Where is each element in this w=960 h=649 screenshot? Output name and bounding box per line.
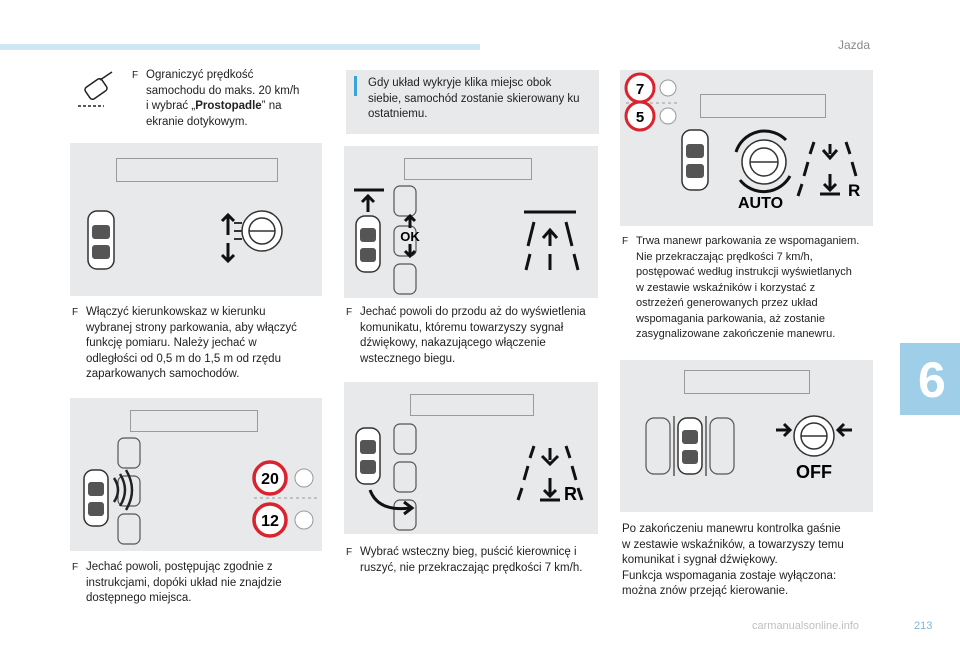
watermark: carmanualsonline.info <box>752 620 860 632</box>
step-6-line: postępować według instrukcji wyświetlanych <box>636 266 852 278</box>
up-down-arrow-icon <box>222 215 234 261</box>
final-line: Funkcja wspomagania zostaje wyłączona: <box>622 569 837 582</box>
step-6-line: zasygnalizowane zakończenie manewru. <box>636 328 836 340</box>
bullet: F <box>132 70 139 81</box>
step-2-line: zaparkowanych samochodów. <box>86 368 240 380</box>
step-2-line: wybranej strony parkowania, aby włączyć <box>86 321 297 334</box>
reverse-label: R <box>848 181 861 200</box>
car-icon <box>356 428 380 484</box>
step-1-line: ekranie dotykowym. <box>146 115 248 128</box>
chapter-tab <box>900 343 960 415</box>
page-number: 213 <box>914 620 933 632</box>
step-4-line: dźwiękowy, nakazującego włączenie <box>360 337 546 349</box>
bullet: F <box>622 236 629 247</box>
step-3-line: instrukcjami, dopóki układ nie znajdzie <box>86 576 282 589</box>
step-2 <box>72 305 326 383</box>
figure-auto-maneuver <box>620 70 873 226</box>
step-1-line: i wybrać „Prostopadle” na <box>146 100 282 112</box>
car-icon <box>356 216 380 272</box>
final-text <box>622 522 870 600</box>
final-line: Po zakończeniu manewru kontrolka gaśnie <box>622 523 841 535</box>
step-1 <box>132 68 336 130</box>
chapter-number: 6 <box>918 352 946 408</box>
bullet: F <box>72 307 79 318</box>
step-5-line: Wybrać wsteczny bieg, puścić kierownicę i <box>360 546 577 558</box>
section-title: Jazda <box>838 38 871 52</box>
auto-steering-icon <box>736 131 790 192</box>
header-bar <box>0 44 480 50</box>
step-2-line: funkcję pomiaru. Należy jechać w <box>86 337 257 349</box>
final-line: można znów przejąć kierowanie. <box>622 585 789 597</box>
figure-maneuver-complete <box>620 360 873 512</box>
speed-sign-icon <box>626 102 676 130</box>
auto-label: AUTO <box>738 195 784 212</box>
ok-indicator <box>400 216 420 256</box>
step-4 <box>346 305 605 367</box>
step-3 <box>72 560 326 607</box>
step-4-line: komunikatu, któremu towarzyszy sygnał <box>360 321 564 334</box>
ok-label: OK <box>400 229 420 244</box>
bullet: F <box>346 547 353 558</box>
step-6-line: wspomagania parkowania, aż zostanie <box>636 312 825 325</box>
step-1-line: samochodu do maks. 20 km/h <box>146 84 300 97</box>
info-line: Gdy układ wykryje klika miejsc obok <box>368 77 552 89</box>
step-1-line: Ograniczyć prędkość <box>146 69 254 81</box>
car-icon <box>678 418 702 474</box>
speed-sign-label: 5 <box>635 109 645 126</box>
step-3-line: dostępnego miejsca. <box>86 592 192 604</box>
car-icon <box>682 130 708 190</box>
figure-reverse <box>344 382 598 534</box>
final-line: w zestawie wskaźników, a towarzyszy temu <box>622 538 844 551</box>
step-5 <box>346 545 605 576</box>
speed-sign-label: 7 <box>635 81 645 98</box>
step-6-line: Nie przekraczając prędkości 7 km/h, <box>636 250 813 263</box>
info-box <box>346 70 599 134</box>
reverse-label: R <box>564 484 577 504</box>
off-label: OFF <box>796 462 832 482</box>
bullet: F <box>346 307 353 318</box>
speed-sign-icon <box>626 74 676 102</box>
info-icon <box>354 76 357 96</box>
reverse-path-arrow-icon <box>370 490 410 509</box>
step-6-line: w zestawie wskaźników i korzystać z <box>636 281 816 294</box>
car-icon <box>84 470 108 526</box>
step-5-line: ruszyć, nie przekraczając prędkości 7 km/h. <box>360 561 583 574</box>
car-icon <box>88 211 114 269</box>
info-line: ostatniemu. <box>368 108 428 120</box>
speed-sign-label: 20 <box>261 471 279 488</box>
final-line: komunikat i sygnał dźwiękowy. <box>622 554 778 566</box>
steering-wheel-icon <box>794 416 834 456</box>
step-2-line: odległości od 0,5 m do 1,5 m od rzędu <box>86 352 281 365</box>
forward-guidance-icon <box>524 212 578 270</box>
info-line: siebie, samochód zostanie skierowany ku <box>368 92 580 105</box>
steering-wheel-icon <box>234 211 282 251</box>
speed-sign-label: 12 <box>261 513 279 530</box>
parked-cars <box>118 438 140 544</box>
step-2-line: Włączyć kierunkowskaz w kierunku <box>86 306 266 318</box>
step-6-line: Trwa manewr parkowania ze wspomaganiem. <box>636 235 860 247</box>
step-6-line: ostrzeżeń generowanych przez układ <box>636 297 818 309</box>
step-4-line: Jechać powoli do przodu aż do wyświetlenia <box>360 306 586 318</box>
speed-sign-icon <box>254 504 313 536</box>
up-arrow-icon <box>362 196 374 212</box>
step-6 <box>622 234 876 343</box>
bullet: F <box>72 562 79 573</box>
figure-turn-signal <box>70 143 322 296</box>
speed-sign-icon <box>254 462 313 494</box>
figure-forward-ok <box>344 146 598 298</box>
step-4-line: wstecznego biegu. <box>360 352 456 365</box>
step-3-line: Jechać powoli, postępując zgodnie z <box>86 561 273 573</box>
figure-search-space <box>70 398 322 551</box>
